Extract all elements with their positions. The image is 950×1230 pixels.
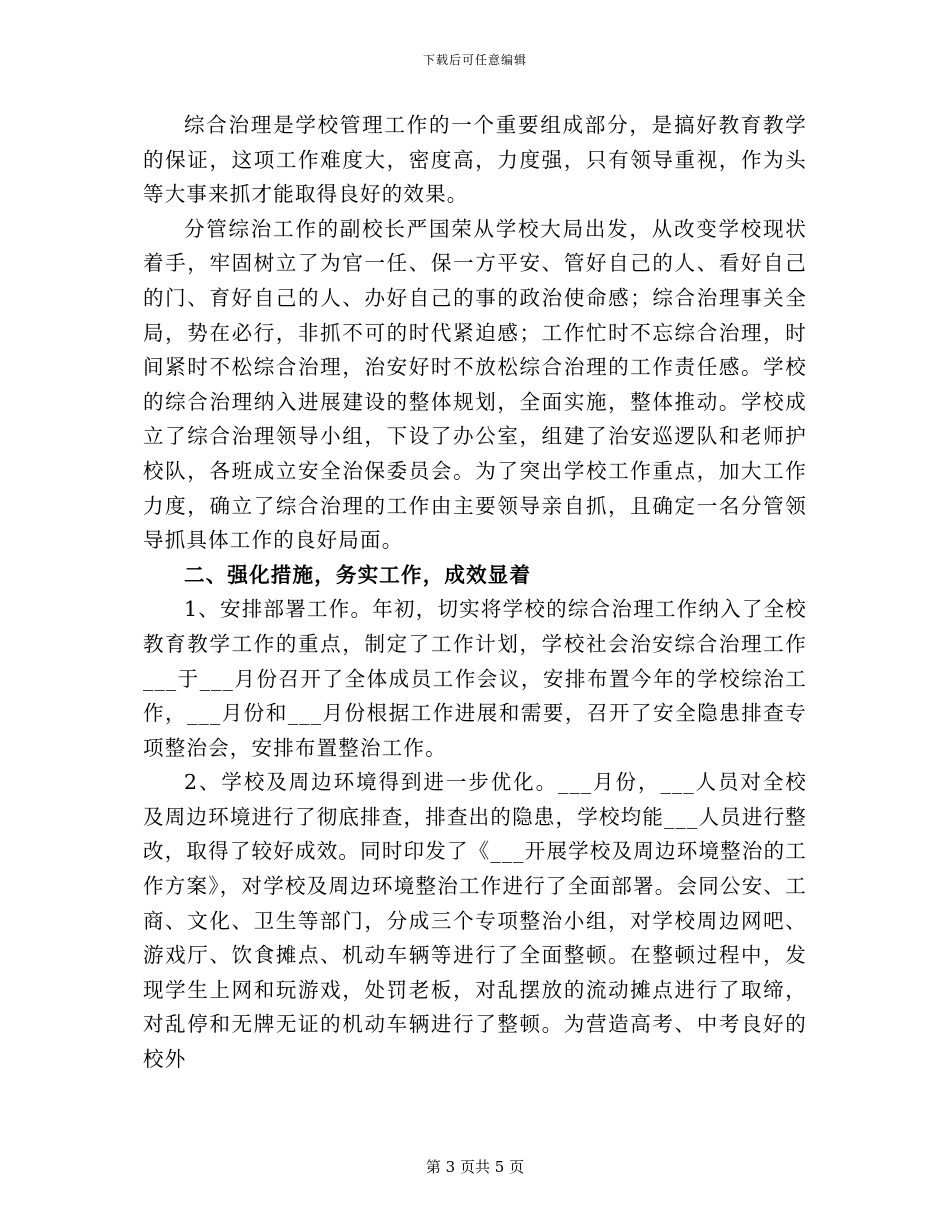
paragraph-comprehensive-governance: 综合治理是学校管理工作的一个重要组成部分，是搞好教育教学的保证，这项工作难度大，密度高，力度强，只有领导重视，作为头等大事来抓才能取得良好的效果。 xyxy=(143,113,807,207)
page-header: 下载后可任意编辑 xyxy=(422,53,527,67)
paragraph-vice-principal-leadership: 分管综治工作的副校长严国荣从学校大局出发，从改变学校现状着手，牢固树立了为官一任、保一方平安、管好自己的人、看好自己的门、育好自己的人、办好自己的事的政治使命感；综合治理事关全局，势在必行，非抓不可的时代紧迫感；工作忙时不忘综合治理，时间紧时不松综合治理，治安好时不放松综合治理的工作责任感。学校的综合治理纳入进展建设的整体规划，全面实施，整体推动。学校成立了综合治理领导小组，下设了办公室，组建了治安巡逻队和老师护校队，各班成立安全治保委员会。为了突出学校工作重点，加大工作力度，确立了综合治理的工作由主要领导亲自抓，且确定一名分管领导抓具体工作的良好局面。 xyxy=(143,216,807,553)
document-body xyxy=(143,108,807,1077)
page-number-footer: 第 3 页共 5 页 xyxy=(425,1158,525,1176)
paragraph-environment-optimization: 2、学校及周边环境得到进一步优化。___月份，___人员对全校及周边环境进行了彻底排查，排查出的隐患，学校均能___人员进行整改，取得了较好成效。同时印发了《___开展学校及周边环境整治的工作方案》，对学校及周边环境整治工作进行了全面部署。会同公安、工商、文化、卫生等部门，分成三个专项整治小组，对学校周边网吧、游戏厅、饮食摊点、机动车辆等进行了全面整顿。在整顿过程中，发现学生上网和玩游戏，处罚老板，对乱摆放的流动摊点进行了取缔，对乱停和无牌无证的机动车辆进行了整顿。为营造高考、中考良好的校外 xyxy=(143,770,807,1072)
section-heading-2: 二、强化措施，务实工作，成效显着 xyxy=(184,562,532,587)
paragraph-work-arrangement: 1、安排部署工作。年初，切实将学校的综合治理工作纳入了全校教育教学工作的重点，制定了工作计划，学校社会治安综合治理工作___于___月份召开了全体成员工作会议，安排布置今年的学校综治工作，___月份和___月份根据工作进展和需要，召开了安全隐患排查专项整治会，安排布置整治工作。 xyxy=(143,597,807,760)
